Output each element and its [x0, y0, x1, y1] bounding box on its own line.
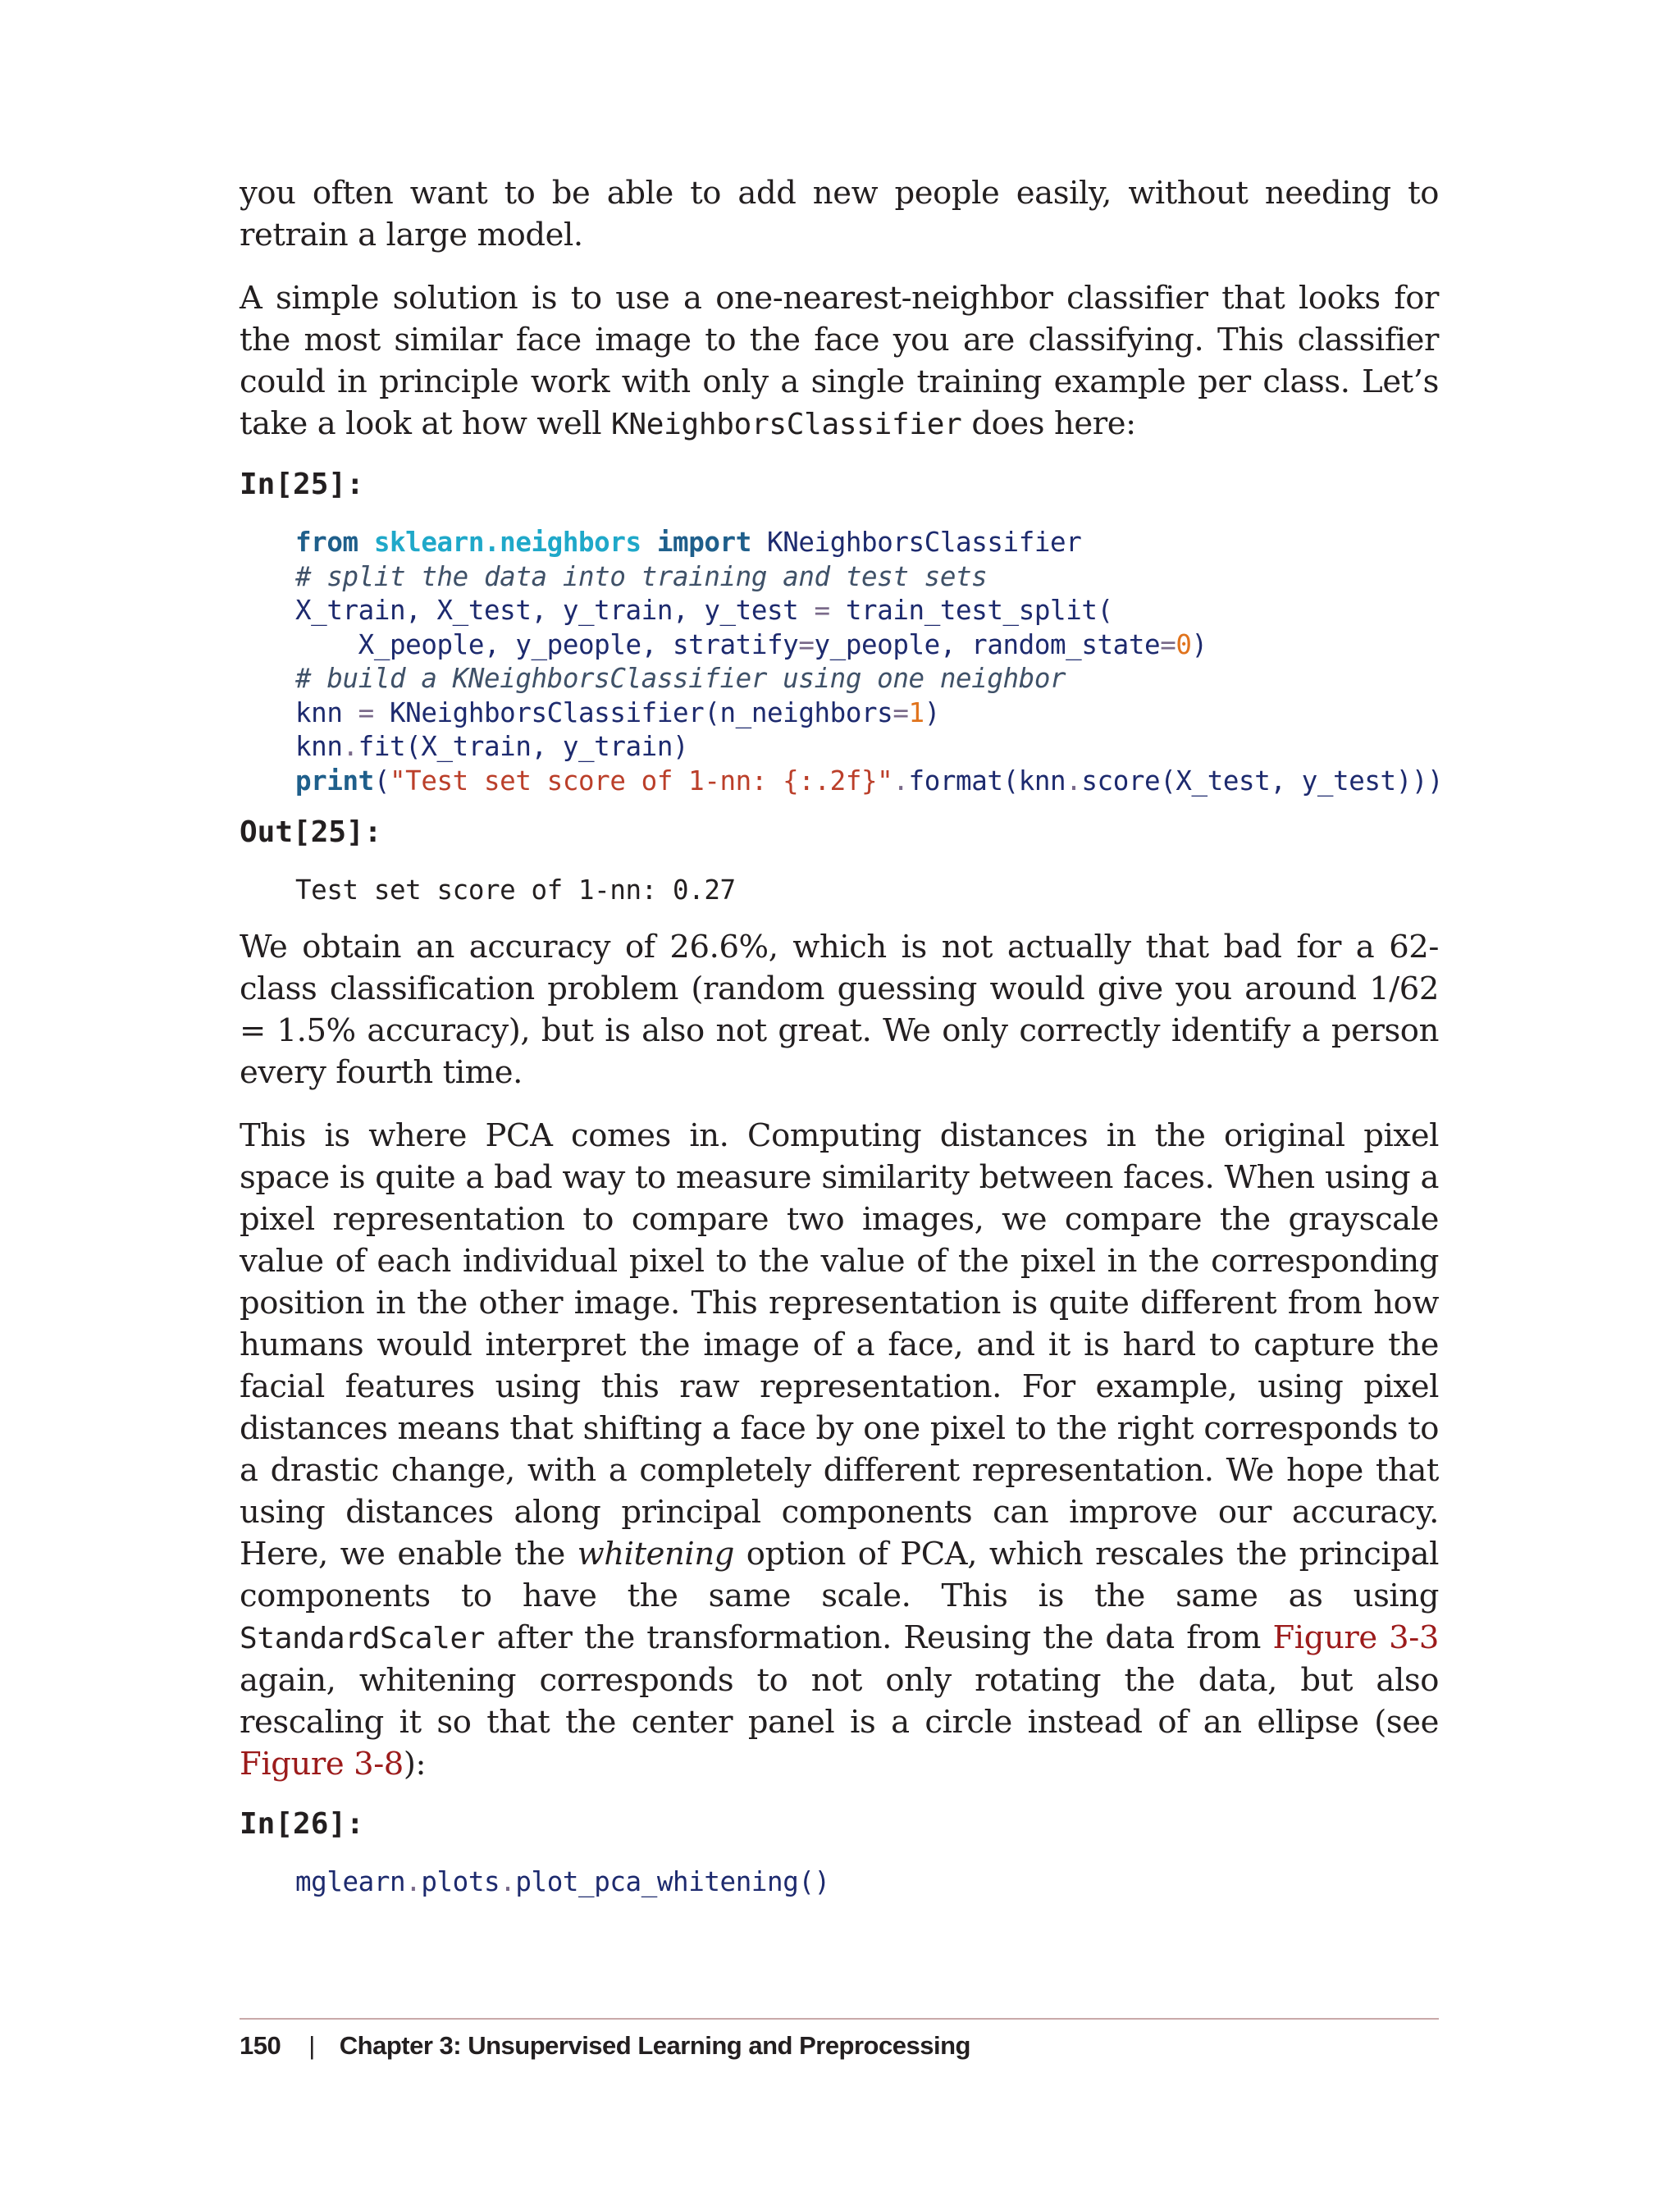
cell-label-in25: In[25]: — [240, 468, 364, 501]
code-string: "Test set score of 1-nn: {:.2f}" — [390, 765, 893, 797]
figure-link-3-3[interactable]: Figure 3-3 — [1272, 1618, 1439, 1656]
emphasis-whitening: whitening — [577, 1535, 734, 1573]
code-token: plots — [421, 1865, 500, 1897]
code-operator: = — [892, 696, 909, 728]
code-number: 0 — [1176, 628, 1192, 660]
figure-link-3-8[interactable]: Figure 3-8 — [240, 1745, 404, 1783]
paragraph-one-nn — [240, 277, 1439, 445]
paragraph-text: ): — [403, 1745, 427, 1783]
paragraph-text: again, whitening corresponds to not only rotating the data, but also rescaling it so that the center panel is a circle instead of an ellipse (see — [240, 1661, 1439, 1741]
code-operator: = — [798, 628, 815, 660]
page-number: 150 — [240, 2031, 281, 2060]
code-token: sklearn.neighbors — [373, 527, 641, 558]
code-token: ) — [924, 696, 940, 728]
code-comment: # split the data into training and test sets — [295, 560, 988, 592]
code-token: import — [656, 527, 751, 558]
code-comment: # build a KNeighborsClassifier using one neighbor — [295, 663, 1066, 694]
paragraph-intro-continued — [240, 172, 1439, 256]
code-operator: = — [814, 595, 830, 626]
cell-label-in26: In[26]: — [240, 1806, 364, 1841]
code-token: X_train, X_test, y_train, y_test — [295, 595, 799, 626]
cell-label-out25: Out[25]: — [240, 815, 382, 849]
code-operator: = — [358, 696, 374, 728]
code-token: train_test_split( — [845, 595, 1113, 626]
code-token: from — [295, 527, 358, 558]
code-token: X_people, y_people, stratify — [358, 628, 799, 660]
chapter-title: Chapter 3: Unsupervised Learning and Preprocessing — [339, 2031, 970, 2060]
code-token: ) — [1191, 628, 1208, 660]
paragraph-text: We obtain an accuracy of 26.6%, which is not actually that bad for a 62-class classification problem (random guessing would give you around 1/62 = 1.5% accuracy), but is also not great. We only correctly identify a person every fourth time. — [240, 928, 1439, 1091]
code-operator: . — [342, 731, 358, 762]
page-body — [240, 172, 1444, 1915]
code-operator: . — [500, 1865, 516, 1897]
inline-code-standardscaler: StandardScaler — [240, 1621, 486, 1655]
paragraph-accuracy — [240, 926, 1439, 1093]
page-footer — [240, 2029, 970, 2062]
footer-divider — [240, 2018, 1439, 2020]
output-block-out25: Test set score of 1-nn: 0.27 — [295, 874, 736, 906]
inline-code-kneighbors: KNeighborsClassifier — [611, 408, 962, 441]
code-token: y_people, random_state — [814, 628, 1161, 660]
code-block-in25 — [295, 526, 1444, 798]
paragraph-text: after the transformation. Reusing the data from — [485, 1618, 1273, 1656]
code-token: ( — [373, 765, 390, 797]
code-builtin: print — [295, 765, 374, 797]
paragraph-text: option of PCA, which rescales the principal components to have the same scale. This is the same as using — [240, 1535, 1440, 1614]
code-operator: . — [892, 765, 909, 797]
code-operator: = — [1160, 628, 1176, 660]
code-token: KNeighborsClassifier — [767, 527, 1082, 558]
code-operator: . — [1066, 765, 1082, 797]
paragraph-text: This is where PCA comes in. Computing distances in the original pixel space is quite a bad way to measure similarity between faces. When using a pixel representation to compare two images, we compare the grayscale value of each individual pixel to the value of the pixel in the corresponding position in the other image. This representation is quite different from how humans would interpret the image of a face, and it is hard to capture the facial features using this raw representation. For example, using pixel distances means that shifting a face by one pixel to the right corresponds to a drastic change, with a completely different representation. We hope that using distances along principal components can improve our accuracy. Here, we enable the — [240, 1116, 1439, 1573]
paragraph-pca-whitening — [240, 1115, 1439, 1785]
code-token: knn — [295, 731, 343, 762]
code-operator: . — [405, 1865, 422, 1897]
code-token: plot_pca_whitening() — [515, 1865, 830, 1897]
code-block-in26 — [295, 1865, 1439, 1900]
code-token: score(X_test, y_test))) — [1081, 765, 1444, 797]
paragraph-text: you often want to be able to add new people easily, without needing to retrain a large model. — [240, 175, 1439, 253]
paragraph-text: A simple solution is to use a one-nearest-neighbor classifier that looks for the most similar face image to the face you are classifying. This classifier could in principle work with only a single training example per class. Let’s take a look at how well — [240, 280, 1439, 442]
code-token: format(knn — [908, 765, 1066, 797]
footer-separator: | — [308, 2031, 315, 2060]
paragraph-text: does here: — [961, 405, 1136, 442]
code-number: 1 — [908, 696, 924, 728]
code-token: KNeighborsClassifier(n_neighbors — [390, 696, 893, 728]
code-token: mglearn — [295, 1865, 406, 1897]
code-token: knn — [295, 696, 343, 728]
code-token: fit(X_train, y_train) — [358, 731, 689, 762]
